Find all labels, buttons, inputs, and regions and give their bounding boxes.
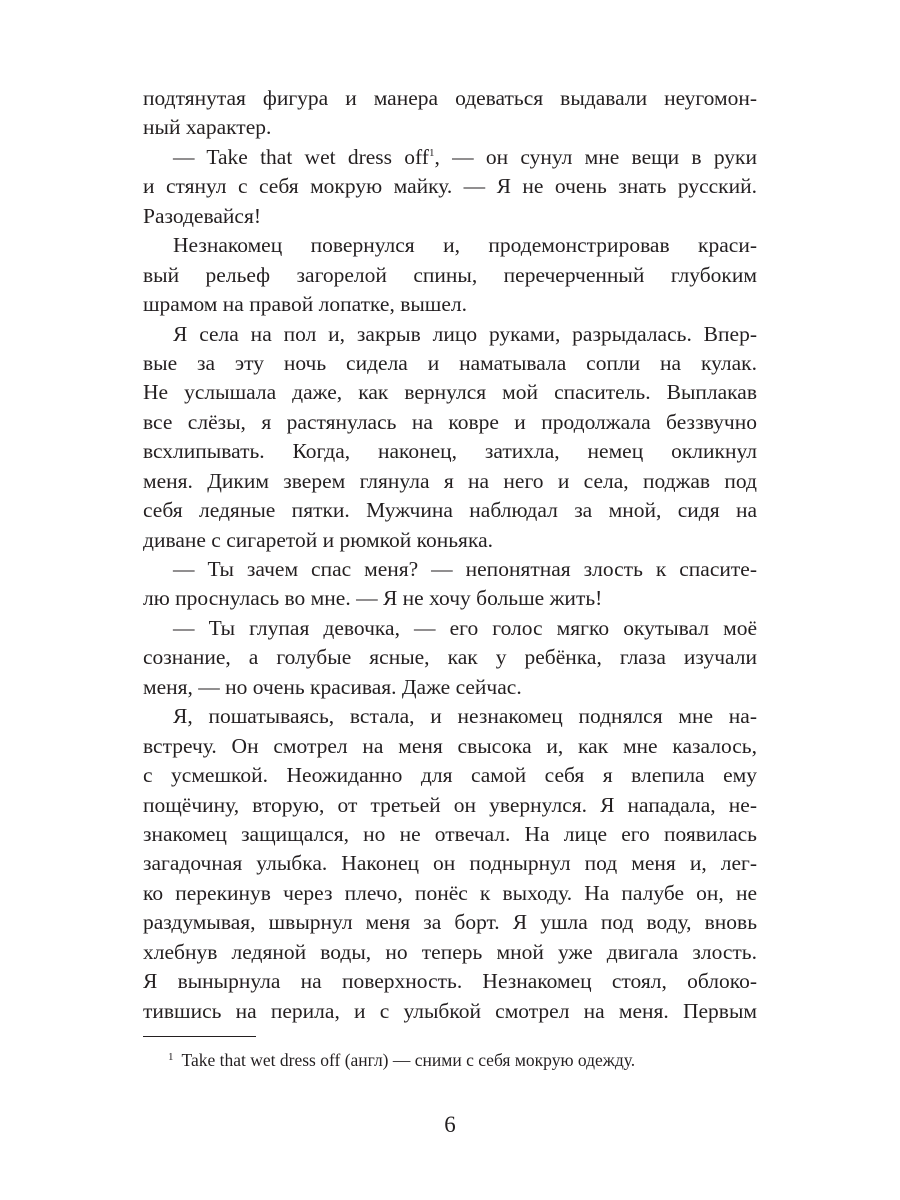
footnote-divider — [143, 1036, 256, 1037]
text-line — [143, 997, 757, 1026]
line-text: вый рельеф загорелой спины, перечерченный глубоким — [143, 262, 757, 287]
footnote-number: 1 — [168, 1051, 174, 1063]
text-line — [143, 791, 757, 820]
line-text: загадочная улыбка. Наконец он поднырнул под меня и, лег- — [143, 851, 757, 876]
text-line — [143, 967, 757, 996]
text-line — [143, 320, 757, 349]
text-line — [143, 202, 757, 231]
line-text: тившись на перила, и с улыбкой смотрел на меня. Первым — [143, 998, 757, 1023]
line-text: хлебнув ледяной воды, но теперь мной уже двигала злость. — [143, 939, 757, 964]
text-line — [143, 113, 757, 142]
line-text: встречу. Он смотрел на меня свысока и, как мне казалось, — [143, 733, 757, 758]
text-line — [143, 732, 757, 761]
line-text: ный характер. — [143, 115, 272, 140]
footnote-reference: 1 — [428, 146, 435, 159]
text-line — [143, 526, 757, 555]
line-text: и стянул с себя мокрую майку. — Я не очень знать русский. — [143, 174, 757, 199]
line-text: пощёчину, вторую, от третьей он увернулся. Я нападала, не- — [143, 792, 757, 817]
line-text: меня, — но очень красивая. Даже сейчас. — [143, 674, 522, 699]
text-line — [143, 908, 757, 937]
line-text: меня. Диким зверем глянула я на него и села, поджав под — [143, 468, 757, 493]
line-text: Я вынырнула на поверхность. Незнакомец стоял, облоко- — [143, 969, 757, 994]
line-text: всхлипывать. Когда, наконец, затихла, немец окликнул — [143, 439, 757, 464]
line-text: раздумывая, швырнул меня за борт. Я ушла под воду, вновь — [143, 910, 757, 935]
line-text: шрамом на правой лопатке, вышел. — [143, 292, 468, 317]
line-text: подтянутая фигура и манера одеваться выдавали неугомон- — [143, 86, 757, 110]
text-line — [143, 673, 757, 702]
line-text: Не услышала даже, как вернулся мой спаситель. Выплакав — [143, 380, 757, 405]
line-text: Разодевайся! — [143, 203, 261, 228]
line-text: диване с сигаретой и рюмкой коньяка. — [143, 527, 493, 552]
body-text — [143, 84, 757, 1026]
line-text: себя ледяные пятки. Мужчина наблюдал за мной, сидя на — [143, 498, 757, 523]
text-line — [143, 614, 757, 643]
line-text: сознание, а голубые ясные, как у ребёнка, глаза изучали — [143, 645, 757, 670]
text-line — [143, 584, 757, 613]
line-text: Незнакомец повернулся и, продемонстрировав краси- — [173, 233, 757, 258]
text-line — [143, 408, 757, 437]
page-number: 6 — [444, 1112, 456, 1137]
text-line — [143, 643, 757, 672]
text-line — [143, 231, 757, 260]
text-line — [143, 378, 757, 407]
line-text: ко перекинув через плечо, понёс к выходу. На палубе он, не — [143, 880, 757, 905]
footnote — [168, 1045, 635, 1072]
line-text: лю проснулась во мне. — Я не хочу больше жить! — [143, 586, 603, 611]
line-text: все слёзы, я растянулась на ковре и продолжала беззвучно — [143, 409, 757, 434]
line-text: — Ты зачем спас меня? — непонятная злость к спасите- — [173, 557, 757, 581]
line-text: с усмешкой. Неожиданно для самой себя я влепила ему — [143, 763, 757, 788]
line-text: знакомец защищался, но не отвечал. На лице его появилась — [143, 821, 757, 846]
text-line — [143, 938, 757, 967]
text-line — [143, 143, 757, 172]
text-line — [143, 290, 757, 319]
line-text: Я, пошатываясь, встала, и незнакомец поднялся мне на- — [173, 704, 757, 729]
text-line — [143, 261, 757, 290]
line-text: — Ты глупая девочка, — его голос мягко окутывал моё — [173, 615, 757, 640]
text-line — [143, 84, 757, 113]
text-line — [143, 496, 757, 525]
text-line — [143, 879, 757, 908]
line-text: — Take that wet dress off — [173, 144, 429, 169]
text-line — [143, 349, 757, 378]
text-line — [143, 761, 757, 790]
text-line — [143, 467, 757, 496]
line-text: , — он сунул мне вещи в руки — [434, 144, 757, 169]
text-line — [143, 172, 757, 201]
text-line — [143, 820, 757, 849]
text-line — [143, 437, 757, 466]
text-line — [143, 555, 757, 584]
text-line — [143, 702, 757, 731]
footnote-text: Take that wet dress off (англ) — сними с себя мокрую одежду. — [181, 1050, 636, 1070]
line-text: вые за эту ночь сидела и наматывала сопли на кулак. — [143, 350, 757, 375]
text-line — [143, 849, 757, 878]
line-text: Я села на пол и, закрыв лицо руками, разрыдалась. Впер- — [173, 321, 757, 346]
